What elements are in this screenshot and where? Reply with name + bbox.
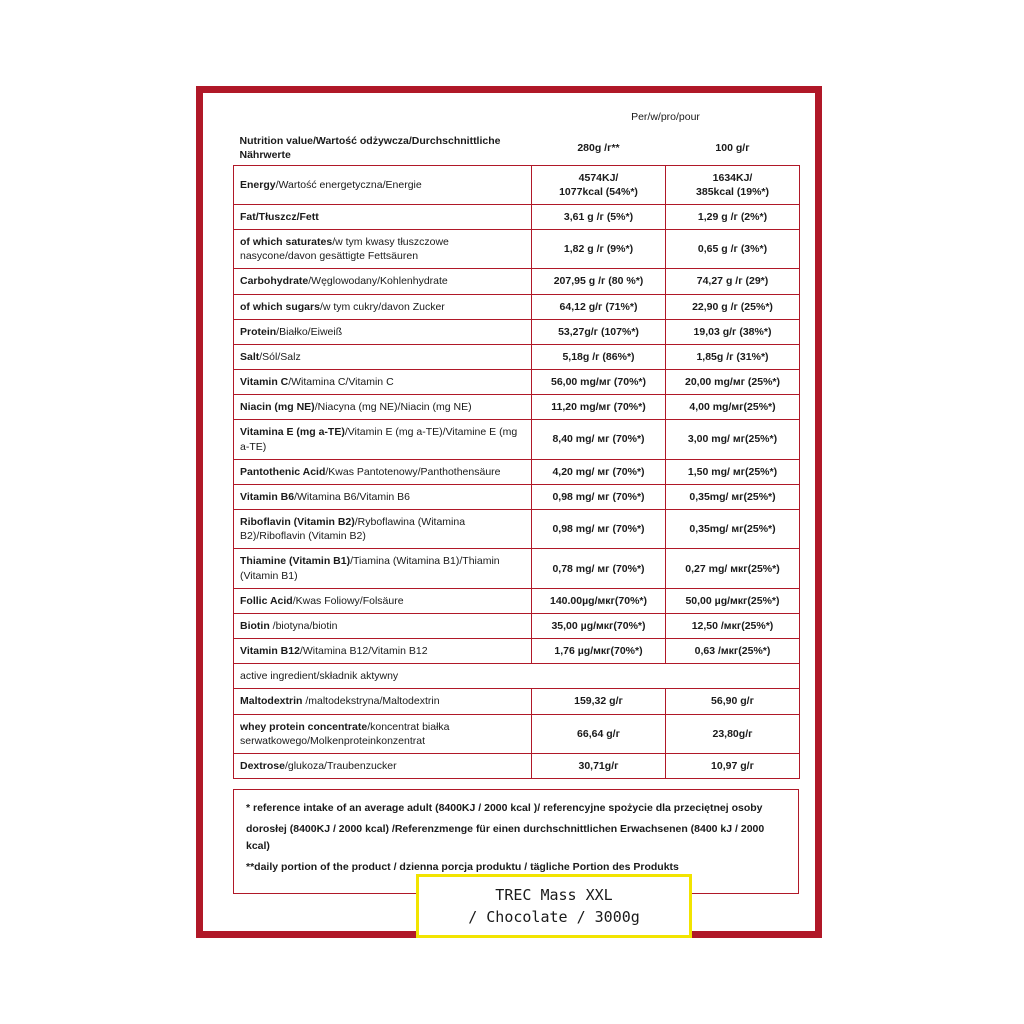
row-label-carbohydrate: Carbohydrate/Węglowodany/Kohlenhydrate bbox=[234, 269, 532, 294]
row-label-niacin: Niacin (mg NE)/Niacyna (mg NE)/Niacin (mg NE) bbox=[234, 395, 532, 420]
row-value-carbohydrate-280: 207,95 g /г (80 %*) bbox=[532, 269, 666, 294]
table-row bbox=[234, 510, 800, 549]
row-label-vitamin-e: Vitamina E (mg a-TE)/Vitamin E (mg a-TE)/Vitamine E (mg a-TE) bbox=[234, 420, 532, 459]
table-row bbox=[234, 484, 800, 509]
row-value-fat-100: 1,29 g /г (2%*) bbox=[666, 204, 800, 229]
row-label-sugars: of which sugars/w tym cukry/davon Zucker bbox=[234, 294, 532, 319]
row-value-fat-280: 3,61 g /г (5%*) bbox=[532, 204, 666, 229]
row-value-saturates-100: 0,65 g /г (3%*) bbox=[666, 230, 800, 269]
table-row bbox=[234, 753, 800, 778]
table-row bbox=[234, 370, 800, 395]
nutrition-value-header: Nutrition value/Wartość odżywcza/Durchschnittliche Nährwerte bbox=[239, 135, 501, 162]
per-label: Per/w/pro/pour bbox=[631, 111, 700, 123]
row-value-vitamin-c-280: 56,00 mg/мг (70%*) bbox=[532, 370, 666, 395]
table-row bbox=[234, 639, 800, 664]
table-row bbox=[234, 269, 800, 294]
label-content bbox=[233, 105, 799, 894]
row-value-energy-100 bbox=[666, 165, 800, 204]
nutrition-label-card bbox=[196, 86, 822, 938]
row-label-vitamin-b6: Vitamin B6/Witamina B6/Vitamin B6 bbox=[234, 484, 532, 509]
table-row bbox=[234, 165, 800, 204]
row-value-pantothenic-100: 1,50 mg/ мг(25%*) bbox=[666, 459, 800, 484]
row-label-pantothenic-acid: Pantothenic Acid/Kwas Pantotenowy/Panthothensäure bbox=[234, 459, 532, 484]
energy-100-kcal: 385kcal (19%*) bbox=[696, 185, 769, 198]
row-label-bold: Energy bbox=[240, 178, 276, 191]
row-label-vitamin-b12: Vitamin B12/Witamina B12/Vitamin B12 bbox=[234, 639, 532, 664]
row-value-follic-acid-100: 50,00 µg/мкг(25%*) bbox=[666, 588, 800, 613]
row-value-biotin-280: 35,00 µg/мкг(70%*) bbox=[532, 613, 666, 638]
row-label-maltodextrin: Maltodextrin /maltodekstryna/Maltodextrin bbox=[234, 689, 532, 714]
row-value-thiamine-100: 0,27 mg/ мкг(25%*) bbox=[666, 549, 800, 588]
table-row bbox=[234, 294, 800, 319]
sticker-product-variant: / Chocolate / 3000g bbox=[468, 908, 640, 926]
table-row bbox=[234, 549, 800, 588]
row-value-protein-100: 19,03 g/г (38%*) bbox=[666, 319, 800, 344]
product-sticker bbox=[416, 874, 692, 938]
footnote-line-1: * reference intake of an average adult (8400KJ / 2000 kcal )/ referencyjne spożycie dla przeciętnej osoby bbox=[246, 802, 763, 815]
table-row bbox=[234, 613, 800, 638]
table-row bbox=[234, 420, 800, 459]
row-value-vitamin-c-100: 20,00 mg/мг (25%*) bbox=[666, 370, 800, 395]
table-row bbox=[234, 588, 800, 613]
col1-header: 280g /г** bbox=[577, 142, 620, 155]
table-row bbox=[234, 459, 800, 484]
row-label-riboflavin: Riboflavin (Vitamin B2)/Ryboflawina (Witamina B2)/Riboflavin (Vitamin B2) bbox=[234, 510, 532, 549]
row-value-vitamin-b12-280: 1,76 µg/мкг(70%*) bbox=[532, 639, 666, 664]
row-value-vitamin-b6-280: 0,98 mg/ мг (70%*) bbox=[532, 484, 666, 509]
row-value-maltodextrin-100: 56,90 g/г bbox=[666, 689, 800, 714]
row-value-whey-protein-280: 66,64 g/г bbox=[532, 714, 666, 753]
table-row bbox=[234, 319, 800, 344]
energy-280-kcal: 1077kcal (54%*) bbox=[559, 185, 638, 198]
row-label-rest: /Wartość energetyczna/Energie bbox=[275, 178, 422, 191]
row-value-whey-protein-100: 23,80g/г bbox=[666, 714, 800, 753]
table-row bbox=[234, 344, 800, 369]
row-value-carbohydrate-100: 74,27 g /г (29*) bbox=[666, 269, 800, 294]
col2-header: 100 g/г bbox=[715, 142, 750, 155]
row-value-sugars-280: 64,12 g/г (71%*) bbox=[532, 294, 666, 319]
row-value-riboflavin-280: 0,98 mg/ мг (70%*) bbox=[532, 510, 666, 549]
footnote-line-3: **daily portion of the product / dzienna porcja produktu / tägliche Portion des Produkts bbox=[246, 860, 679, 873]
active-ingredient-header: active ingredient/składnik aktywny bbox=[234, 664, 800, 689]
row-value-maltodextrin-280: 159,32 g/г bbox=[532, 689, 666, 714]
table-row bbox=[234, 714, 800, 753]
row-value-salt-100: 1,85g /г (31%*) bbox=[666, 344, 800, 369]
row-value-vitamin-e-100: 3,00 mg/ мг(25%*) bbox=[666, 420, 800, 459]
sticker-product-name: TREC Mass XXL bbox=[495, 885, 613, 904]
row-label-follic-acid: Follic Acid/Kwas Foliowy/Folsäure bbox=[234, 588, 532, 613]
row-value-niacin-100: 4,00 mg/мг(25%*) bbox=[666, 395, 800, 420]
row-value-biotin-100: 12,50 /мкг(25%*) bbox=[666, 613, 800, 638]
row-value-salt-280: 5,18g /г (86%*) bbox=[532, 344, 666, 369]
table-header-row bbox=[234, 129, 800, 165]
row-label-vitamin-c: Vitamin C/Witamina C/Vitamin C bbox=[234, 370, 532, 395]
row-value-energy-280 bbox=[532, 165, 666, 204]
per-header-spacer bbox=[234, 105, 532, 129]
row-value-sugars-100: 22,90 g /г (25%*) bbox=[666, 294, 800, 319]
energy-100-kj: 1634KJ/ bbox=[712, 171, 753, 184]
per-header-row bbox=[234, 105, 800, 129]
row-value-vitamin-e-280: 8,40 mg/ мг (70%*) bbox=[532, 420, 666, 459]
row-label-energy bbox=[234, 165, 532, 204]
row-label-whey-protein: whey protein concentrate/koncentrat białka serwatkowego/Molkenproteinkonzentrat bbox=[234, 714, 532, 753]
row-value-dextrose-100: 10,97 g/г bbox=[666, 753, 800, 778]
energy-280-kj: 4574KJ/ bbox=[578, 171, 619, 184]
table-row bbox=[234, 395, 800, 420]
row-value-niacin-280: 11,20 mg/мг (70%*) bbox=[532, 395, 666, 420]
row-label-fat: Fat/Tłuszcz/Fett bbox=[234, 204, 532, 229]
nutrition-table bbox=[233, 105, 800, 779]
row-value-vitamin-b6-100: 0,35mg/ мг(25%*) bbox=[666, 484, 800, 509]
row-label-saturates: of which saturates/w tym kwasy tłuszczowe nasycone/davon gesättigte Fettsäuren bbox=[234, 230, 532, 269]
active-ingredient-header-row bbox=[234, 664, 800, 689]
table-row bbox=[234, 204, 800, 229]
row-label-protein: Protein/Białko/Eiweiß bbox=[234, 319, 532, 344]
row-label-thiamine: Thiamine (Vitamin B1)/Tiamina (Witamina B1)/Thiamin (Vitamin B1) bbox=[234, 549, 532, 588]
row-label-biotin: Biotin /biotyna/biotin bbox=[234, 613, 532, 638]
row-value-pantothenic-280: 4,20 mg/ мг (70%*) bbox=[532, 459, 666, 484]
table-row bbox=[234, 689, 800, 714]
row-value-protein-280: 53,27g/г (107%*) bbox=[532, 319, 666, 344]
row-value-saturates-280: 1,82 g /г (9%*) bbox=[532, 230, 666, 269]
row-value-follic-acid-280: 140.00µg/мкг(70%*) bbox=[532, 588, 666, 613]
row-value-dextrose-280: 30,71g/г bbox=[532, 753, 666, 778]
row-value-riboflavin-100: 0,35mg/ мг(25%*) bbox=[666, 510, 800, 549]
row-label-dextrose: Dextrose/glukoza/Traubenzucker bbox=[234, 753, 532, 778]
row-label-salt: Salt/Sól/Salz bbox=[234, 344, 532, 369]
footnote-line-2: dorosłej (8400KJ / 2000 kcal) /Referenzmenge für einen durchschnittlichen Erwachsenen (8400 kJ / 2000 kcal) bbox=[246, 822, 765, 852]
row-value-vitamin-b12-100: 0,63 /мкг(25%*) bbox=[666, 639, 800, 664]
table-row bbox=[234, 230, 800, 269]
row-value-thiamine-280: 0,78 mg/ мг (70%*) bbox=[532, 549, 666, 588]
